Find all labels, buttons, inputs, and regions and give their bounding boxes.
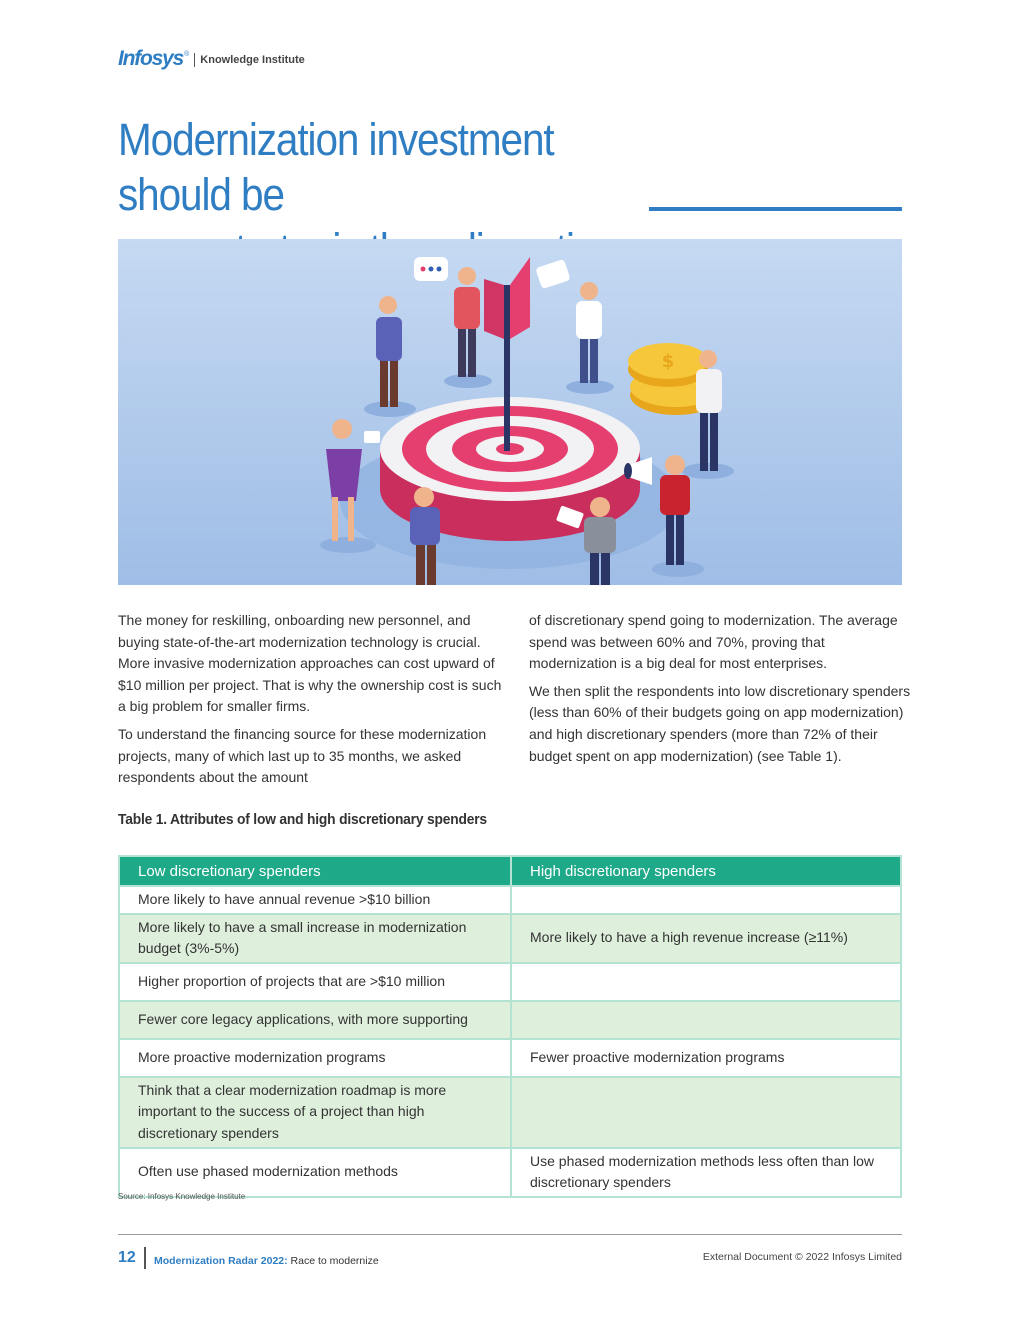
table-cell: More likely to have a small increase in modernization budget (3%-5%): [119, 914, 511, 963]
table-cell: Think that a clear modernization roadmap is more important to the success of a project than high discretionary spenders: [119, 1077, 511, 1148]
table-source: Source: Infosys Knowledge Institute: [118, 1192, 246, 1201]
table-cell: Higher proportion of projects that are >$10 million: [119, 963, 511, 1001]
publication-subtitle: Race to modernize: [290, 1255, 379, 1267]
publication-name: Modernization Radar 2022:: [154, 1255, 288, 1267]
table-cell: [511, 963, 901, 1001]
table-row: [119, 1077, 901, 1148]
table-cell: Fewer proactive modernization programs: [511, 1039, 901, 1077]
column-header-high: High discretionary spenders: [511, 856, 901, 886]
table-row: [119, 886, 901, 914]
target-team-illustration: [118, 239, 902, 585]
page-number: 12: [118, 1249, 136, 1266]
table-cell: More proactive modernization programs: [119, 1039, 511, 1077]
paragraph: To understand the financing source for these modernization projects, many of which last up to 35 months, we asked respondents about the amount: [118, 725, 487, 786]
paragraph: of discretionary spend going to modernization. The average spend was between 60% and 70%, proving that modernization is a big deal for most enterprises.: [529, 612, 898, 672]
table-cell: Fewer core legacy applications, with more supporting: [119, 1001, 511, 1039]
infosys-logo: [118, 44, 305, 70]
hero-illustration: [118, 239, 902, 585]
table-header-row: [119, 856, 901, 886]
table-row: [119, 1148, 901, 1197]
table-caption: Table 1. Attributes of low and high discretionary spenders: [118, 811, 487, 828]
logo-institute: Knowledge Institute: [200, 54, 305, 66]
table-cell: Often use phased modernization methods: [119, 1148, 511, 1197]
footer-divider: [144, 1247, 146, 1269]
body-column-left: [118, 610, 502, 795]
attributes-table: [118, 855, 902, 1198]
table-cell: More likely to have annual revenue >$10 billion: [119, 886, 511, 914]
title-line-1: Modernization investment should be: [118, 114, 554, 220]
body-column-right: [529, 610, 913, 773]
table-cell: [511, 886, 901, 914]
copyright-notice: External Document © 2022 Infosys Limited: [702, 1251, 902, 1263]
footer-publication: [154, 1255, 379, 1267]
registered-mark: ®: [184, 51, 190, 58]
table-row: [119, 963, 901, 1001]
table-cell: More likely to have a high revenue increase (≥11%): [511, 914, 901, 963]
table-row: [119, 1001, 901, 1039]
footer-rule: [118, 1234, 902, 1235]
table-cell: Use phased modernization methods less often than low discretionary spenders: [511, 1148, 901, 1197]
title-rule: [649, 207, 902, 211]
column-header-low: Low discretionary spenders: [119, 856, 511, 886]
logo-divider: [194, 53, 195, 67]
table-row: [119, 1039, 901, 1077]
table-cell: [511, 1077, 901, 1148]
table-cell: [511, 1001, 901, 1039]
paragraph: The money for reskilling, onboarding new personnel, and buying state-of-the-art modernization technology is crucial. More invasive modernization approaches can cost upward of $10 million per project. That is why the ownership cost is such a big problem for smaller firms.: [118, 612, 502, 715]
paragraph: We then split the respondents into low discretionary spenders (less than 60% of their budgets going on app modernization) and high discretionary spenders (more than 72% of their budget spent on app modernization) (see Table 1).: [529, 682, 911, 764]
table-row: [119, 914, 901, 963]
logo-brand: Infosys: [118, 47, 184, 70]
svg-text:$: $: [661, 351, 675, 372]
